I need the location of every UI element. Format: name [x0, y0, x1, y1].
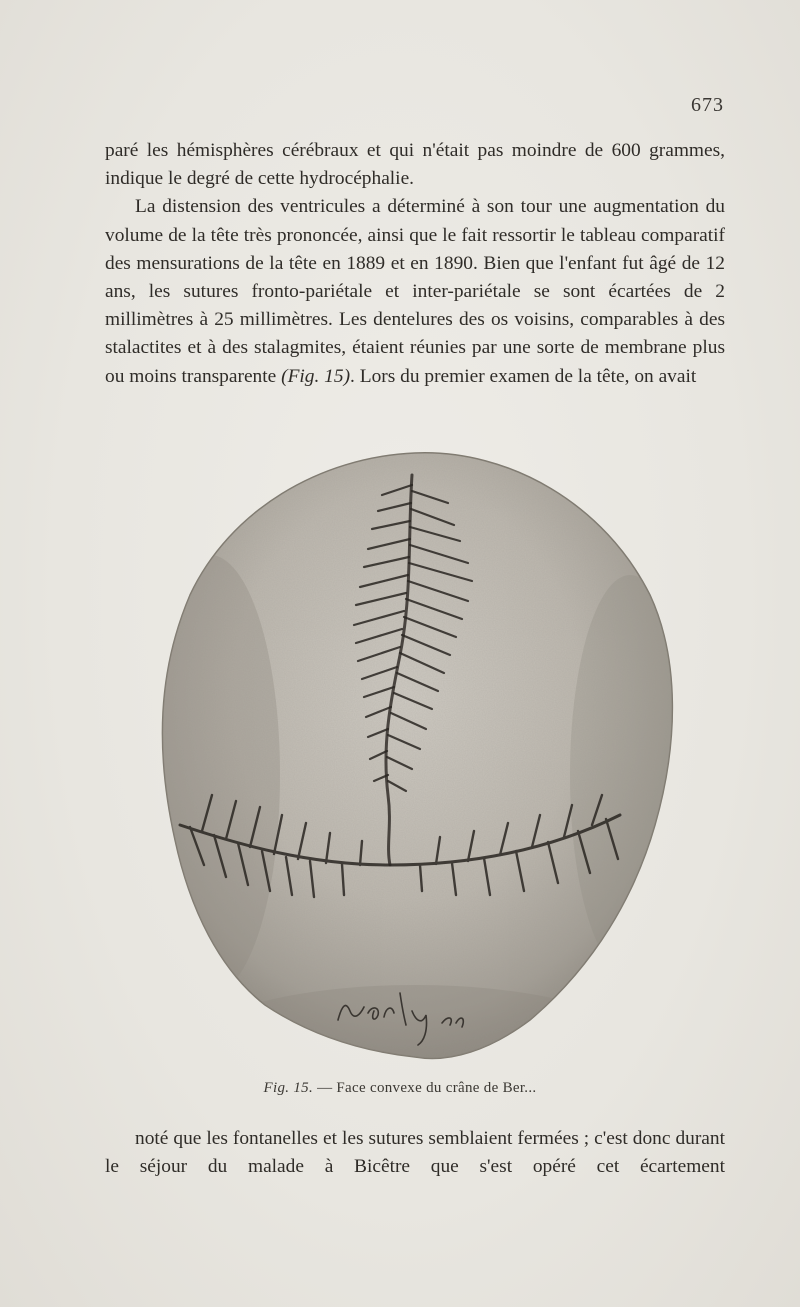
paragraph-continuation: paré les hémisphères cérébraux et qui n'était pas moindre de 600 grammes, indique le degré de cette hydrocéphalie. [105, 140, 725, 190]
page-number: 673 [691, 94, 724, 116]
bottom-text-block [105, 1125, 725, 1181]
skull-photograph [150, 445, 680, 1065]
caption-text: — Face convexe du crâne de Ber... [313, 1080, 537, 1096]
paragraph-fontanelles: noté que les fontanelles et les sutures semblaient fermées ; c'est donc durant le séjour du malade à Bicêtre que s'est opéré cet écartement [105, 1128, 725, 1178]
figure-caption [0, 1080, 800, 1097]
caption-figure-number: Fig. 15. [263, 1080, 314, 1096]
paragraph-distension-text: La distension des ventricules a déterminé à son tour une augmentation du volume de la tête très prononcée, ainsi que le fait ressortir le tableau comparatif des mensurations de la tête en 1889 et en 1890. Bien que l'enfant fut âgé de 12 ans, les sutures fronto-pariétale et inter-pariétale se sont écartées de 2 millimètres à 25 millimètres. Les dentelures des os voisins, comparables à des stalactites et à des stalagmites, étaient réunies par une sorte de membrane plus ou moins transparente [105, 196, 725, 387]
paragraph-distension-tail: . Lors du premier examen de la tête, on avait [350, 365, 697, 387]
paragraph-distension [105, 193, 725, 390]
figure-reference: (Fig. 15) [281, 365, 351, 387]
top-text-block [105, 137, 725, 391]
skull-figure [150, 445, 680, 1065]
figure-reference-label: Fig. 15 [287, 365, 344, 387]
